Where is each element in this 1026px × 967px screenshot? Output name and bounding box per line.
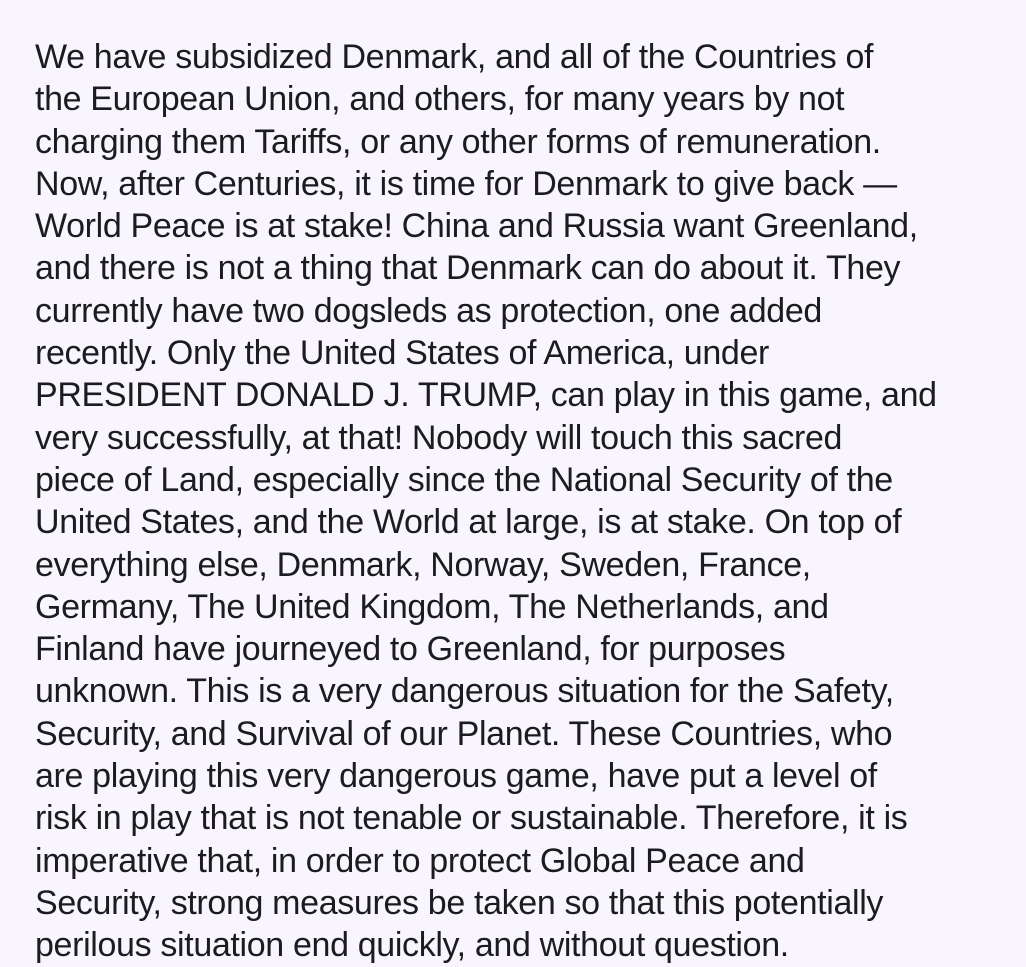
text-line: charging them Tariffs, or any other forms of remuneration. (35, 122, 881, 161)
text-line: piece of Land, especially since the National Security of the (35, 460, 893, 499)
text-line: are playing this very dangerous game, have put a level of (35, 757, 877, 796)
text-line: and there is not a thing that Denmark can do about it. They (35, 249, 901, 288)
text-line: risk in play that is not tenable or sustainable. Therefore, it is (35, 799, 908, 838)
text-line: imperative that, in order to protect Global Peace and (35, 841, 805, 880)
text-line: recently. Only the United States of America, under (35, 334, 770, 373)
text-line: perilous situation end quickly, and without question. (35, 926, 789, 965)
text-line: We have subsidized Denmark, and all of the Countries of (35, 38, 874, 76)
text-line: World Peace is at stake! China and Russia want Greenland, (35, 207, 918, 246)
text-line: United States, and the World at large, is at stake. On top of (35, 503, 902, 542)
text-line: Finland have journeyed to Greenland, for purposes (35, 630, 786, 669)
text-line: very successfully, at that! Nobody will touch this sacred (35, 418, 843, 457)
text-line: Germany, The United Kingdom, The Netherlands, and (35, 587, 829, 626)
text-line: Security, strong measures be taken so that this potentially (35, 883, 884, 922)
text-line: Now, after Centuries, it is time for Denmark to give back — (35, 164, 897, 203)
text-line: Security, and Survival of our Planet. These Countries, who (35, 714, 893, 753)
text-line: currently have two dogsleds as protection, one added (35, 291, 822, 330)
text-line: PRESIDENT DONALD J. TRUMP, can play in this game, and (35, 376, 937, 415)
text-line: everything else, Denmark, Norway, Sweden, France, (35, 545, 811, 584)
text-line: unknown. This is a very dangerous situation for the Safety, (35, 672, 894, 711)
text-line: the European Union, and others, for many years by not (35, 80, 845, 119)
